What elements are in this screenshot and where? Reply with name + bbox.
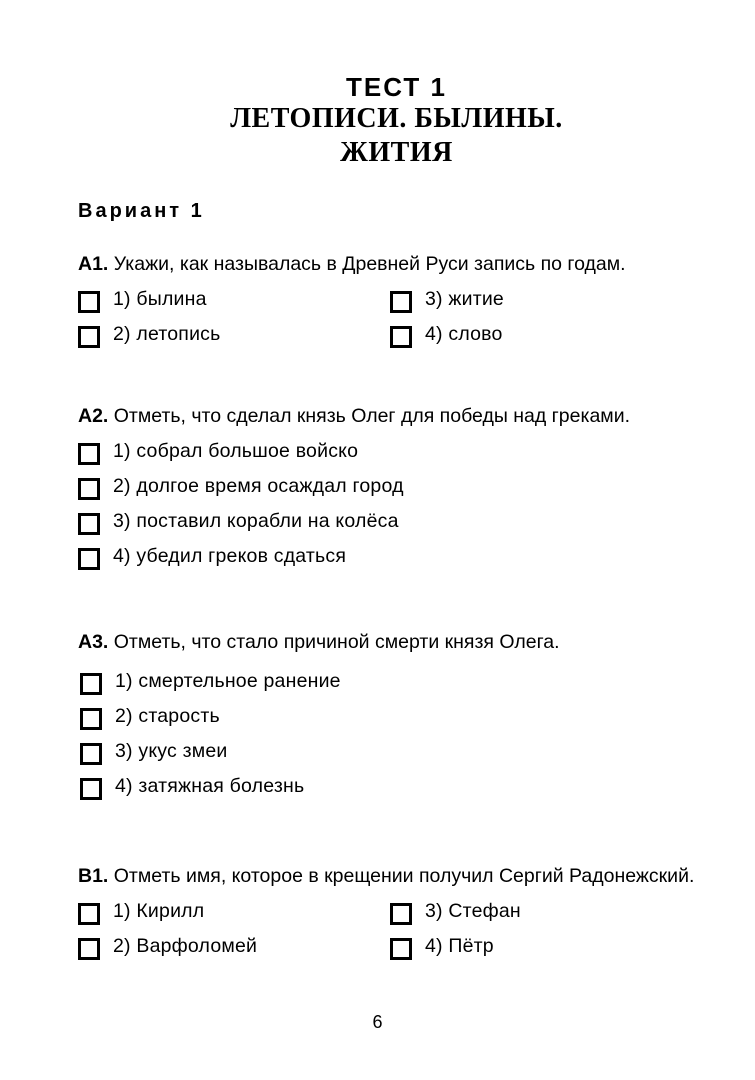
page-number: 6 [372,1012,383,1032]
checkbox-icon[interactable] [390,326,412,348]
question-a3-body: Отметь, что стало причиной смерти князя Олега. [113,631,560,653]
checkbox-icon[interactable] [78,291,100,313]
option-row[interactable] [390,934,696,969]
option-row[interactable] [78,934,390,969]
option-label: 3) Стефан [425,900,521,922]
option-row[interactable] [78,322,390,357]
option-row[interactable] [78,544,696,579]
checkbox-icon[interactable] [390,291,412,313]
option-label: 4) слово [425,323,503,345]
checkbox-icon[interactable] [390,903,412,925]
checkbox-icon[interactable] [78,443,100,465]
question-a1-text [78,250,696,278]
title-test-number: ТЕСТ 1 [346,72,447,102]
question-a3-text [78,628,696,656]
question-b1 [78,862,696,969]
option-label: 2) Варфоломей [113,935,258,957]
checkbox-icon[interactable] [78,938,100,960]
checkbox-icon[interactable] [80,673,102,695]
option-label: 4) затяжная болезнь [115,775,305,797]
checkbox-icon[interactable] [80,708,102,730]
question-b1-text [78,862,696,890]
checkbox-icon[interactable] [80,778,102,800]
question-a2-text [78,402,696,430]
option-label: 2) долгое время осаждал город [113,475,404,497]
page-title-block [0,72,755,170]
question-b1-body: Отметь имя, которое в крещении получил Сергий Радонежский. [113,865,695,887]
variant-label: Вариант 1 [78,200,205,222]
option-label: 3) житие [425,288,504,310]
question-a1 [78,250,696,357]
option-row[interactable] [80,739,696,774]
question-a2-body: Отметь, что сделал князь Олег для победы над греками. [113,405,631,427]
option-label: 2) старость [115,705,220,727]
checkbox-icon[interactable] [78,478,100,500]
option-label: 2) летопись [113,323,221,345]
option-row[interactable] [390,899,696,934]
question-a2 [78,402,696,579]
question-a3 [78,628,696,809]
checkbox-icon[interactable] [78,513,100,535]
checkbox-icon[interactable] [80,743,102,765]
option-row[interactable] [80,774,696,809]
title-main-line1: ЛЕТОПИСИ. БЫЛИНЫ. [230,103,563,134]
checkbox-icon[interactable] [78,326,100,348]
question-a1-options [78,287,696,357]
option-row[interactable] [390,322,696,357]
option-label: 3) поставил корабли на колёса [113,510,399,532]
question-b1-options [78,899,696,969]
option-row[interactable] [78,899,390,934]
option-label: 4) убедил греков сдаться [113,545,347,567]
option-label: 1) смертельное ранение [115,670,341,692]
option-row[interactable] [390,287,696,322]
option-label: 1) былина [113,288,207,310]
option-row[interactable] [78,287,390,322]
checkbox-icon[interactable] [78,903,100,925]
option-row[interactable] [78,439,696,474]
checkbox-icon[interactable] [390,938,412,960]
question-a1-label: A1. [78,253,114,275]
question-a3-label: A3. [78,631,114,653]
option-label: 4) Пётр [425,935,494,957]
option-label: 3) укус змеи [115,740,228,762]
option-label: 1) Кирилл [113,900,205,922]
checkbox-icon[interactable] [78,548,100,570]
option-row[interactable] [80,669,696,704]
option-row[interactable] [78,509,696,544]
title-main-line2: ЖИТИЯ [340,137,453,168]
option-row[interactable] [78,474,696,509]
question-a2-label: A2. [78,405,114,427]
question-a2-options [78,439,696,579]
question-a1-body: Укажи, как называлась в Древней Руси запись по годам. [113,253,626,275]
question-b1-label: B1. [78,865,114,887]
question-a3-options [78,669,696,809]
option-label: 1) собрал большое войско [113,440,359,462]
option-row[interactable] [80,704,696,739]
